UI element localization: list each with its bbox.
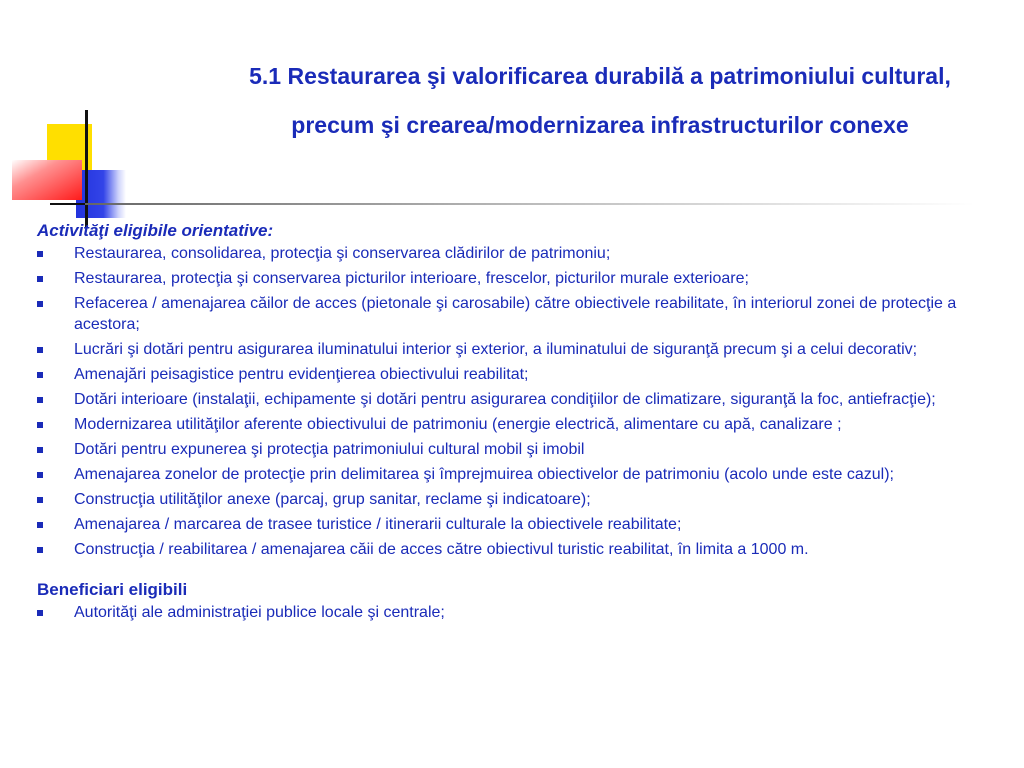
list-item — [37, 293, 997, 335]
list-item — [37, 243, 997, 264]
list-item — [37, 439, 997, 460]
list-item — [37, 489, 997, 510]
list-item-text: Restaurarea, protecţia şi conservarea picturilor interioare, frescelor, picturilor murale exterioare; — [74, 270, 749, 287]
bullet-icon — [37, 497, 43, 503]
logo-red-square — [12, 160, 82, 200]
bullet-icon — [37, 547, 43, 553]
list-item — [37, 602, 997, 623]
bullet-icon — [37, 397, 43, 403]
list-item-text: Construcţia utilităţilor anexe (parcaj, grup sanitar, reclame şi indicatoare); — [74, 491, 591, 508]
list-item — [37, 414, 997, 435]
list-item-text: Restaurarea, consolidarea, protecţia şi conservarea clădirilor de patrimoniu; — [74, 245, 611, 262]
list-item — [37, 389, 997, 410]
list-item-text: Modernizarea utilităţilor aferente obiectivului de patrimoniu (energie electrică, alimentare cu apă, canalizare ; — [74, 416, 842, 433]
bullet-icon — [37, 610, 43, 616]
logo-blue-square — [76, 170, 126, 218]
list-item-text: Lucrări şi dotări pentru asigurarea iluminatului interior şi exterior, a iluminatului de siguranţă precum şi a celui decorativ; — [74, 341, 918, 358]
activities-heading: Activităţi eligibile orientative: — [37, 221, 274, 240]
list-item — [37, 268, 997, 289]
list-item-text: Amenajarea zonelor de protecţie prin delimitarea şi împrejmuirea obiectivelor de patrimoniu (acolo unde este cazul); — [74, 466, 894, 483]
bullet-icon — [37, 251, 43, 257]
bullet-icon — [37, 276, 43, 282]
list-item-text: Dotări interioare (instalaţii, echipamente şi dotări pentru asigurarea condiţiilor de climatizare, siguranţă la foc, antiefracţie); — [74, 391, 936, 408]
beneficiaries-list — [37, 602, 997, 623]
list-item-text: Construcţia / reabilitarea / amenajarea căii de acces către obiectivul turistic reabilitat, în limita a 1000 m. — [74, 541, 809, 558]
list-item-text: Refacerea / amenajarea căilor de acces (pietonale şi carosabile) către obiectivele reabilitate, în interiorul zonei de protecţie a acestora; — [74, 295, 957, 333]
list-item-text: Autorităţi ale administraţiei publice locale şi centrale; — [74, 604, 445, 621]
beneficiaries-heading: Beneficiari eligibili — [37, 580, 188, 599]
title-divider — [85, 203, 975, 205]
bullet-icon — [37, 422, 43, 428]
slide-title-line-2: precum şi crearea/modernizarea infrastructurilor conexe — [291, 112, 909, 138]
bullet-icon — [37, 372, 43, 378]
bullet-icon — [37, 522, 43, 528]
list-item — [37, 539, 997, 560]
logo-vertical-line — [85, 110, 88, 228]
bullet-icon — [37, 347, 43, 353]
activities-list — [37, 243, 997, 560]
slide-title-line-1: 5.1 Restaurarea şi valorificarea durabilă a patrimoniului cultural, — [249, 63, 951, 89]
list-item — [37, 514, 997, 535]
slide-title — [110, 52, 1024, 150]
list-item — [37, 464, 997, 485]
list-item-text: Dotări pentru expunerea şi protecţia patrimoniului cultural mobil şi imobil — [74, 441, 585, 458]
list-item-text: Amenajări peisagistice pentru evidenţierea obiectivului reabilitat; — [74, 366, 529, 383]
list-item — [37, 339, 997, 360]
slide-content — [37, 219, 997, 627]
list-item-text: Amenajarea / marcarea de trasee turistice / itinerarii culturale la obiectivele reabilitate; — [74, 516, 682, 533]
list-item — [37, 364, 997, 385]
bullet-icon — [37, 301, 43, 307]
bullet-icon — [37, 447, 43, 453]
bullet-icon — [37, 472, 43, 478]
